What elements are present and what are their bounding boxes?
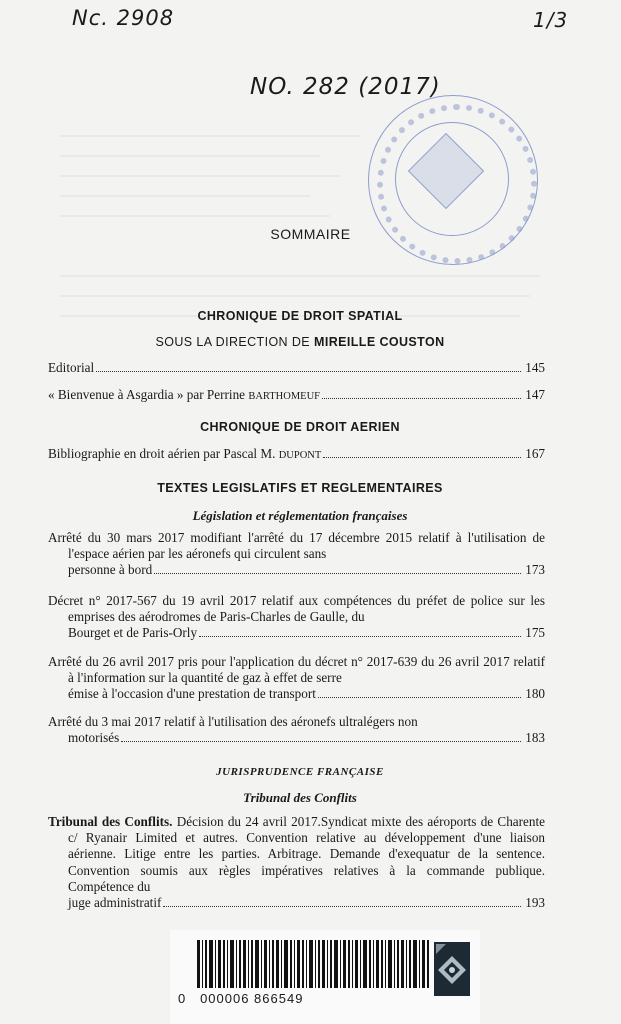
entry-author: BARTHOMEUF bbox=[248, 391, 321, 402]
entry-page: 147 bbox=[525, 387, 545, 402]
entry-page: 175 bbox=[525, 625, 545, 641]
library-logo-icon bbox=[434, 942, 470, 996]
direction-name: MIREILLE COUSTON bbox=[314, 335, 445, 349]
entry-text: Arrêté du 3 mai 2017 relatif à l'utilisation des aéronefs ultralégers non bbox=[48, 714, 418, 729]
handwritten-issue-number: NO. 282 (2017) bbox=[250, 74, 441, 100]
section-heading-textes: TEXTES LEGISLATIFS ET REGLEMENTAIRES bbox=[157, 481, 443, 495]
direction-prefix: SOUS LA DIRECTION DE bbox=[155, 335, 311, 349]
entry-text: Arrêté du 30 mars 2017 modifiant l'arrêté du 17 décembre 2015 relatif à l'utilisation de l'espace aérien par les aéronefs qui circulent sans bbox=[48, 530, 545, 562]
entry-page: 193 bbox=[525, 895, 545, 911]
dot-leader bbox=[322, 398, 521, 399]
entry-text-end: personne à bord bbox=[68, 562, 153, 578]
entry-text bbox=[48, 814, 545, 895]
entry-title: « Bienvenue à Asgardia » par Perrine bbox=[48, 387, 246, 402]
entry-text: Arrêté du 26 avril 2017 pris pour l'application du décret n° 2017-639 du 26 avril 2017 relatif à l'information sur la quantité de gaz à effet de serre bbox=[48, 654, 545, 686]
entry-title: Editorial bbox=[48, 360, 95, 375]
section-direction bbox=[0, 334, 600, 349]
toc-entry-bibliographie[interactable] bbox=[48, 446, 545, 464]
entry-page: 180 bbox=[525, 686, 545, 702]
entry-page: 183 bbox=[525, 730, 545, 746]
entry-text: Décret n° 2017-567 du 19 avril 2017 relatif aux compétences du préfet de police sur les emprises des aérodromes de Paris-Charles de Gaulle, du bbox=[48, 593, 545, 625]
dot-leader bbox=[163, 906, 521, 907]
barcode-number: 0 000006 866549 bbox=[178, 991, 304, 1006]
section-heading-spatial: CHRONIQUE DE DROIT SPATIAL bbox=[197, 309, 403, 323]
entry-text-end: émise à l'occasion d'une prestation de transport bbox=[68, 686, 316, 702]
entry-title: Bibliographie en droit aérien par Pascal M. bbox=[48, 446, 276, 461]
section-subheading-legislation: Législation et réglementation françaises bbox=[192, 508, 408, 523]
page-title: SOMMAIRE bbox=[270, 226, 351, 242]
dot-leader bbox=[323, 457, 521, 458]
entry-text-end: motorisés bbox=[68, 730, 120, 746]
toc-entry-arrete-26-avril[interactable] bbox=[48, 654, 545, 703]
dot-leader bbox=[154, 573, 521, 574]
entry-author: DUPONT bbox=[278, 450, 322, 461]
toc-entry-editorial[interactable] bbox=[48, 360, 545, 376]
toc-entry-arrete-30-mars[interactable] bbox=[48, 530, 545, 579]
section-subheading-tribunal: Tribunal des Conflits bbox=[243, 790, 357, 805]
entry-bold-lead: Tribunal des Conflits. bbox=[48, 814, 173, 829]
section-heading-jurisprudence: JURISPRUDENCE FRANÇAISE bbox=[216, 766, 384, 778]
entry-text-end: juge administratif bbox=[68, 895, 162, 911]
entry-text-end: Bourget et de Paris-Orly bbox=[68, 625, 198, 641]
handwritten-page-count: 1/3 bbox=[533, 8, 569, 32]
handwritten-reference: Nc. 2908 bbox=[72, 6, 175, 30]
barcode-icon bbox=[197, 940, 433, 988]
toc-entry-arrete-3-mai[interactable] bbox=[48, 714, 545, 746]
entry-page: 173 bbox=[525, 562, 545, 578]
section-heading-aerien: CHRONIQUE DE DROIT AERIEN bbox=[200, 420, 400, 434]
dot-leader bbox=[318, 697, 521, 698]
entry-page: 167 bbox=[525, 446, 545, 461]
dot-leader bbox=[121, 741, 521, 742]
dot-leader bbox=[96, 371, 521, 372]
toc-entry-decret-2017-567[interactable] bbox=[48, 593, 545, 642]
dot-leader bbox=[199, 636, 521, 637]
entry-page: 145 bbox=[525, 360, 545, 375]
toc-entry-tribunal-conflits[interactable] bbox=[48, 814, 545, 911]
entry-body: Décision du 24 avril 2017.Syndicat mixte des aéroports de Charente c/ Ryanair Limited et autres. Convention relative au développement d'une liaison aérienne. Litige entre les parties. Arbitrage. Demande d'exequatur de la sentence. Convention soumis aux règles impératives relatives à la commande publique. Compétence du bbox=[68, 814, 546, 894]
toc-entry-asgardia[interactable] bbox=[48, 387, 545, 405]
